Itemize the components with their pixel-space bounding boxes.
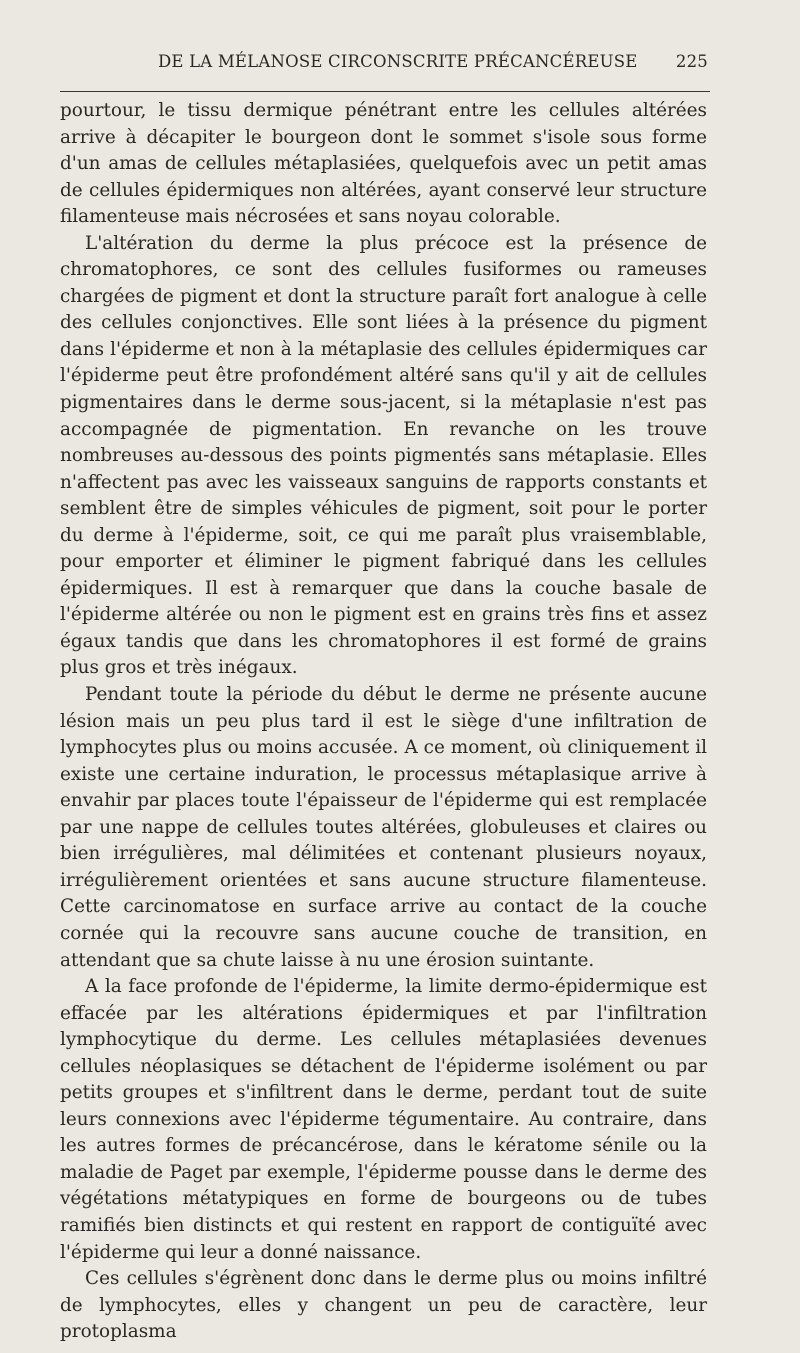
paragraph: L'altération du derme la plus précoce est la présence de chromatophores, ce sont des cellules fusiformes ou rameuses chargées de pigment et dont la structure paraît fort analogue à celle des cellules conjonctives. Elle sont liées à la présence du pigment dans l'épiderme et non à la métaplasie des cellules épidermiques car l'épiderme peut être profondément altéré sans qu'il y ait de cellules pigmentaires dans le derme sous-jacent, si la métaplasie n'est pas accompagnée de pigmentation. En revanche on les trouve nombreuses au-dessous des points pigmentés sans métaplasie. Elles n'affectent pas avec les vaisseaux sanguins de rapports constants et semblent être de simples véhicules de pigment, soit pour le porter du derme à l'épiderme, soit, ce qui me paraît plus vraisemblable, pour emporter et éliminer le pigment fabriqué dans les cellules épidermiques. Il est à remarquer que dans la couche basale de l'épiderme altérée ou non le pigment est en grains très fins et assez égaux tandis que dans les chromatophores il est formé de grains plus gros et très inégaux. <box>60 232 707 679</box>
running-title: DE LA MÉLANOSE CIRCONSCRITE PRÉCANCÉREUSE <box>158 52 638 71</box>
page-number: 225 <box>675 52 708 71</box>
paragraph: Ces cellules s'égrènent donc dans le derme plus ou moins infiltré de lymphocytes, elles y changent un peu de caractère, leur protoplasma <box>60 1268 707 1343</box>
paragraph: Pendant toute la période du début le derme ne présente aucune lésion mais un peu plus tard il est le siège d'une infiltration de lymphocytes plus ou moins accusée. A ce moment, où cliniquement il existe une certaine induration, le processus métaplasique arrive à envahir par places toute l'épaisseur de l'épiderme qui est remplacée par une nappe de cellules toutes altérées, globuleuses et claires ou bien irrégulières, mal délimitées et contenant plusieurs noyaux, irrégulièrement orientées et sans aucune structure filamenteuse. Cette carcinomatose en surface arrive au contact de la couche cornée qui la recouvre sans aucune couche de transition, en attendant que sa chute laisse à nu une érosion suintante. <box>60 684 707 971</box>
paragraph: A la face profonde de l'épiderme, la limite dermo-épidermique est effacée par les altérations épidermiques et par l'infiltration lymphocytique du derme. Les cellules métaplasiées devenues cellules néoplasiques se détachent de l'épiderme isolément ou par petits groupes et s'infiltrent dans le derme, perdant tout de suite leurs connexions avec l'épiderme tégumentaire. Au contraire, dans les autres formes de précancérose, dans le kératome sénile ou la maladie de Paget par exemple, l'épiderme pousse dans le derme des végétations métatypiques en forme de bourgeons ou de tubes ramifiés bien distincts et qui restent en rapport de contiguïté avec l'épiderme qui leur a donné naissance. <box>60 976 707 1263</box>
paragraph-continued: pourtour, le tissu dermique pénétrant entre les cellules altérées arrive à décapiter le bourgeon dont le sommet s'isole sous forme d'un amas de cellules métaplasiées, quelquefois avec un petit amas de cellules épidermiques non altérées, ayant conservé leur structure filamenteuse mais nécrosées et sans noyau colorable. <box>60 100 707 228</box>
body-text <box>60 98 707 1346</box>
running-header <box>60 52 710 78</box>
header-rule <box>60 91 710 92</box>
